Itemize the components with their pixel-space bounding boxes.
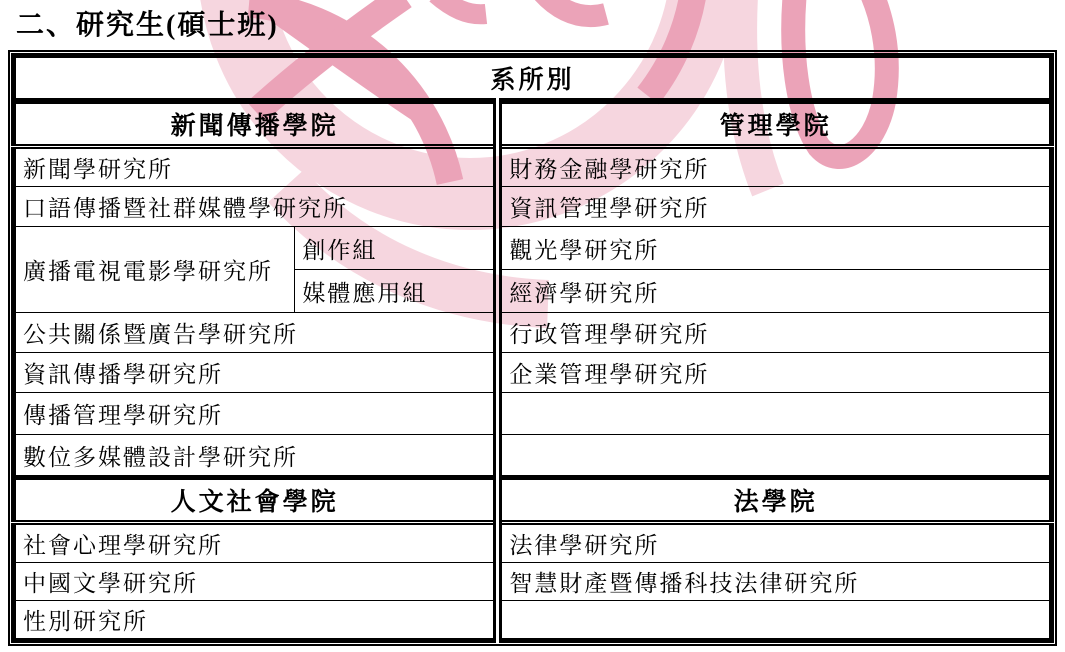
departments-table-wrap: [8, 50, 1057, 646]
institute-cell: 新聞學研究所: [14, 147, 498, 187]
institute-cell: 傳播管理學研究所: [14, 393, 498, 435]
table-row: [14, 101, 1052, 147]
institute-cell: 公共關係暨廣告學研究所: [14, 313, 498, 353]
institute-subgroup-cell: 媒體應用組: [295, 270, 498, 313]
college-header-journalism: 新聞傳播學院: [14, 101, 498, 147]
table-row: [14, 147, 1052, 187]
institute-cell: 智慧財產暨傳播科技法律研究所: [498, 563, 1052, 601]
table-row: [14, 478, 1052, 523]
table-row: [14, 393, 1052, 435]
institute-cell-empty: [498, 435, 1052, 478]
institute-cell: 法律學研究所: [498, 523, 1052, 563]
table-row: [14, 435, 1052, 478]
institute-cell: 中國文學研究所: [14, 563, 498, 601]
college-header-law: 法學院: [498, 478, 1052, 523]
table-row: [14, 187, 1052, 227]
institute-cell: 數位多媒體設計學研究所: [14, 435, 498, 478]
college-header-humanities: 人文社會學院: [14, 478, 498, 523]
institute-cell-empty: [498, 601, 1052, 641]
table-row: [14, 523, 1052, 563]
institute-cell: 觀光學研究所: [498, 227, 1052, 270]
institute-cell: 性別研究所: [14, 601, 498, 641]
institute-cell: 經濟學研究所: [498, 270, 1052, 313]
table-row: [14, 563, 1052, 601]
table-row: [14, 313, 1052, 353]
table-row: [14, 227, 1052, 270]
page-title: 二、研究生(碩士班): [16, 10, 279, 41]
span-header-cell: 系所別: [14, 56, 1052, 102]
institute-cell: 資訊管理學研究所: [498, 187, 1052, 227]
college-header-management: 管理學院: [498, 101, 1052, 147]
institute-cell: 廣播電視電影學研究所: [14, 227, 295, 313]
institute-cell: 行政管理學研究所: [498, 313, 1052, 353]
institute-cell: 資訊傳播學研究所: [14, 353, 498, 393]
departments-table: [11, 53, 1054, 643]
institute-cell-empty: [498, 393, 1052, 435]
institute-cell: 口語傳播暨社群媒體學研究所: [14, 187, 498, 227]
institute-cell: 社會心理學研究所: [14, 523, 498, 563]
table-row: [14, 56, 1052, 102]
institute-cell: 企業管理學研究所: [498, 353, 1052, 393]
table-row: [14, 353, 1052, 393]
institute-subgroup-cell: 創作組: [295, 227, 498, 270]
table-row: [14, 601, 1052, 641]
institute-cell: 財務金融學研究所: [498, 147, 1052, 187]
